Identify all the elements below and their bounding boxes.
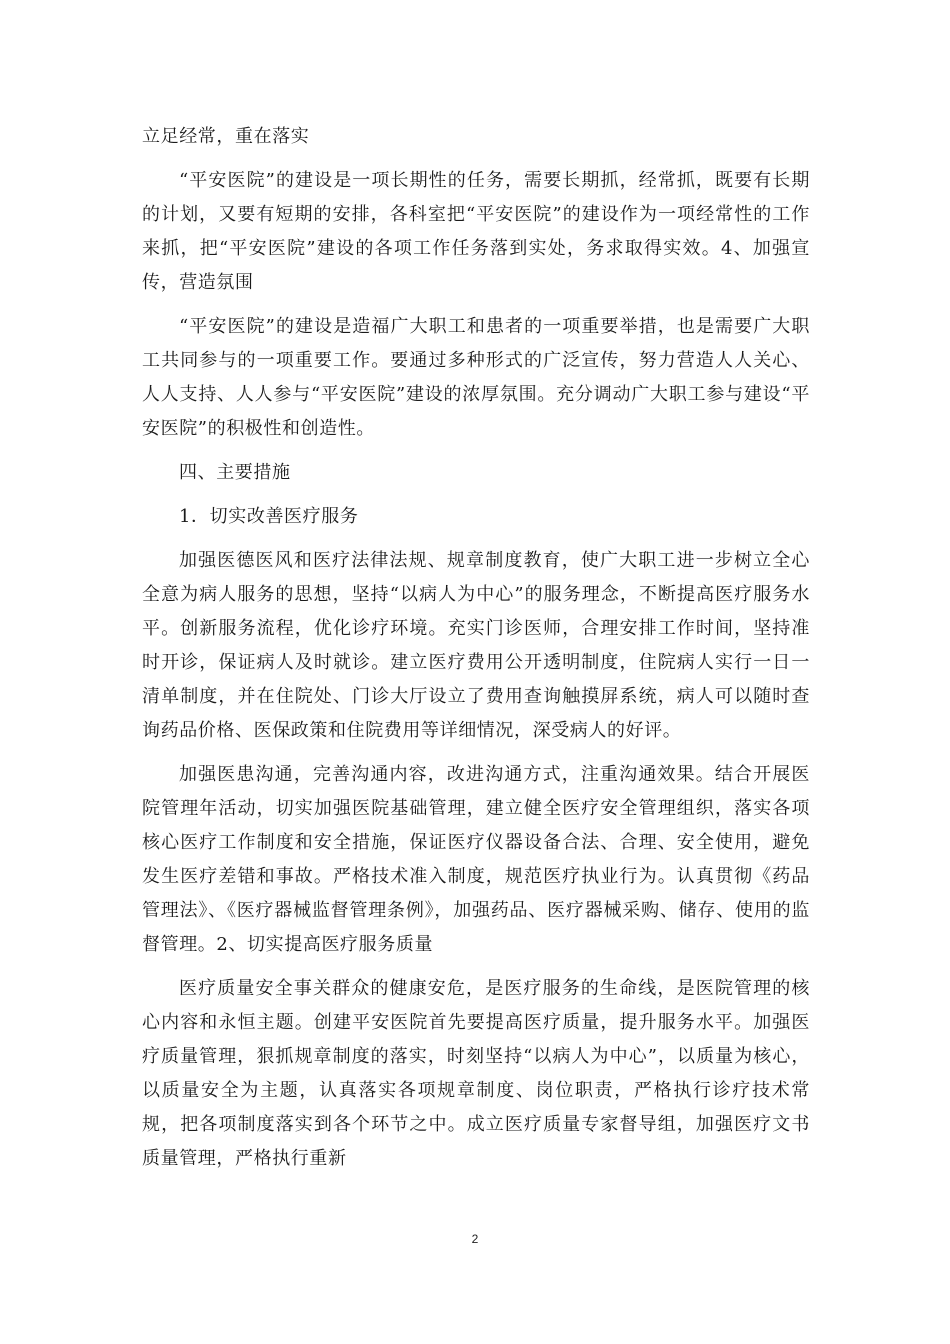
document-body: [142, 120, 810, 1176]
paragraph-medical-quality: 医疗质量安全事关群众的健康安危，是医疗服务的生命线，是医院管理的核心内容和永恒主题。创建平安医院首先要提高医疗质量，提升服务水平。加强医疗质量管理，狠抓规章制度的落实，时刻坚持“以病人为中心”，以质量为核心，以质量安全为主题，认真落实各项规章制度、岗位职责，严格执行诊疗技术常规，把各项制度落实到各个环节之中。成立医疗质量专家督导组，加强医疗文书质量管理，严格执行重新: [142, 978, 810, 1169]
paragraph-doctor-patient-communication: 加强医患沟通，完善沟通内容，改进沟通方式，注重沟通效果。结合开展医院管理年活动，切实加强医院基础管理，建立健全医疗安全管理组织，落实各项核心医疗工作制度和安全措施，保证医疗仪器设备合法、合理、安全使用，避免发生医疗差错和事故。严格技术准入制度，规范医疗执业行为。认真贯彻《药品管理法》、《医疗器械监督管理条例》，加强药品、医疗器械采购、储存、使用的监督管理。2、切实提高医疗服务质量: [142, 764, 810, 955]
paragraph-heading-implementation: 立足经常，重在落实: [142, 126, 310, 147]
page-number: 2: [471, 1232, 479, 1246]
subheading-improve-service: 1．切实改善医疗服务: [179, 506, 359, 527]
paragraph-medical-ethics: 加强医德医风和医疗法律法规、规章制度教育，使广大职工进一步树立全心全意为病人服务的思想，坚持“以病人为中心”的服务理念，不断提高医疗服务水平。创新服务流程，优化诊疗环境。充实门诊医师，合理安排工作时间，坚持准时开诊，保证病人及时就诊。建立医疗费用公开透明制度，住院病人实行一日一清单制度，并在住院处、门诊大厅设立了费用查询触摸屏系统，病人可以随时查询药品价格、医保政策和住院费用等详细情况，深受病人的好评。: [142, 550, 810, 741]
paragraph-publicity: “平安医院”的建设是造福广大职工和患者的一项重要举措，也是需要广大职工共同参与的一项重要工作。要通过多种形式的广泛宣传，努力营造人人关心、人人支持、人人参与“平安医院”建设的浓厚氛围。充分调动广大职工参与建设“平安医院”的积极性和创造性。: [142, 316, 810, 439]
paragraph-long-term-task: “平安医院”的建设是一项长期性的任务，需要长期抓，经常抓，既要有长期的计划，又要有短期的安排，各科室把“平安医院”的建设作为一项经常性的工作来抓，把“平安医院”建设的各项工作任务落到实处，务求取得实效。4、加强宣传，营造氛围: [142, 170, 810, 293]
section-heading-measures: 四、主要措施: [179, 462, 291, 483]
